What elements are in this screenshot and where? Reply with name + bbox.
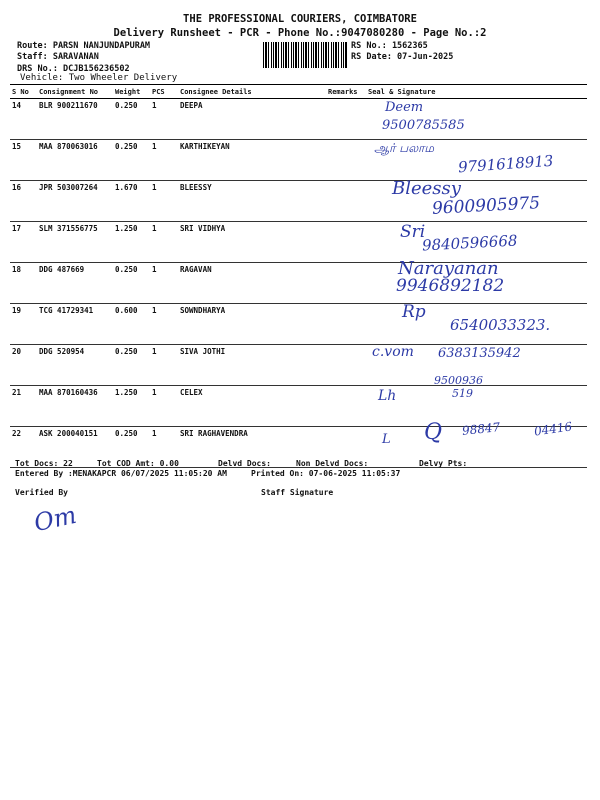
row-pcs: 1 <box>150 304 178 345</box>
row-sno: 16 <box>10 181 37 222</box>
row-consignee: BLEESSY <box>178 181 326 222</box>
rs-date: RS Date: 07-Jun-2025 <box>351 52 454 62</box>
row-consignee: DEEPA <box>178 99 326 140</box>
handwritten-signature: Rp <box>402 302 426 322</box>
row-remarks <box>326 304 366 345</box>
handwritten-signature: L <box>382 432 391 447</box>
row-weight: 0.250 <box>113 427 150 468</box>
row-pcs: 1 <box>150 263 178 304</box>
row-sno: 19 <box>10 304 37 345</box>
row-weight: 0.250 <box>113 99 150 140</box>
row-sno: 18 <box>10 263 37 304</box>
row-consignment: MAA 870160436 <box>37 386 113 427</box>
row-consignment: JPR 503007264 <box>37 181 113 222</box>
row-consignee: SRI RAGHAVENDRA <box>178 427 326 468</box>
handwritten-phone: 9791618913 <box>457 151 554 177</box>
row-weight: 0.250 <box>113 140 150 181</box>
non-delivered-docs: Non Delvd Docs: <box>296 459 369 468</box>
handwritten-signature: Q <box>424 420 443 445</box>
row-weight: 0.250 <box>113 263 150 304</box>
row-weight: 1.670 <box>113 181 150 222</box>
row-weight: 0.600 <box>113 304 150 345</box>
row-consignee: SOWNDHARYA <box>178 304 326 345</box>
row-weight: 1.250 <box>113 386 150 427</box>
row-sno: 20 <box>10 345 37 386</box>
row-remarks <box>326 345 366 386</box>
handwritten-signature: Deem <box>385 100 424 115</box>
col-pcs: PCS <box>150 85 178 99</box>
verified-by-label: Verified By <box>15 488 68 497</box>
drs-number: DRS No.: DCJB156236502 <box>17 64 130 74</box>
route-label: Route: PARSN NANJUNDAPURAM <box>17 41 151 51</box>
row-sno: 15 <box>10 140 37 181</box>
handwritten-phone: 519 <box>452 387 473 400</box>
handwritten-signature: Narayanan <box>398 258 499 279</box>
handwritten-phone: 6540033323. <box>450 316 551 334</box>
row-consignment: MAA 870063016 <box>37 140 113 181</box>
col-consignee: Consignee Details <box>178 85 326 99</box>
row-sno: 21 <box>10 386 37 427</box>
col-consignment: Consignment No <box>37 85 113 99</box>
vehicle-label: Vehicle: Two Wheeler Delivery <box>20 73 178 83</box>
row-consignment: BLR 900211670 <box>37 99 113 140</box>
table-row <box>10 99 587 140</box>
handwritten-phone: 9500785585 <box>382 118 465 133</box>
printed-on: Printed On: 07-06-2025 11:05:37 <box>251 469 401 478</box>
row-consignment: ASK 200040151 <box>37 427 113 468</box>
col-weight: Weight <box>113 85 150 99</box>
row-consignee: KARTHIKEYAN <box>178 140 326 181</box>
row-pcs: 1 <box>150 345 178 386</box>
staff-signature-label: Staff Signature <box>261 488 334 497</box>
row-pcs: 1 <box>150 181 178 222</box>
row-consignee: RAGAVAN <box>178 263 326 304</box>
handwritten-phone: 9500936 <box>434 374 483 387</box>
row-weight: 1.250 <box>113 222 150 263</box>
total-cod-amount: Tot COD Amt: 0.00 <box>97 459 179 468</box>
row-weight: 0.250 <box>113 345 150 386</box>
handwritten-signature: Sri <box>400 222 426 242</box>
row-remarks <box>326 222 366 263</box>
entered-by: Entered By :MENAKAPCR 06/07/2025 11:05:20 AM <box>15 469 227 478</box>
delivered-docs: Delvd Docs: <box>218 459 271 468</box>
handwritten-phone: 98847 <box>461 420 501 438</box>
handwritten-signature: Lh <box>378 388 397 404</box>
company-title: THE PROFESSIONAL COURIERS, COIMBATORE <box>183 13 417 25</box>
handwritten-signature: c.vom <box>372 344 414 360</box>
row-consignment: TCG 41729341 <box>37 304 113 345</box>
total-docs: Tot Docs: 22 <box>15 459 73 468</box>
runsheet-subtitle: Delivery Runsheet - PCR - Phone No.:9047080280 - Page No.:2 <box>113 27 487 39</box>
row-consignment: DDG 487669 <box>37 263 113 304</box>
handwritten-signature: Bleessy <box>392 178 461 199</box>
row-remarks <box>326 181 366 222</box>
handwritten-phone: 04416 <box>533 419 573 439</box>
delivery-points: Delvy Pts: <box>419 459 468 468</box>
rs-number: RS No.: 1562365 <box>351 41 428 51</box>
row-pcs: 1 <box>150 140 178 181</box>
row-consignee: SIVA JOTHI <box>178 345 326 386</box>
row-pcs: 1 <box>150 386 178 427</box>
row-consignee: CELEX <box>178 386 326 427</box>
table-row <box>10 386 587 427</box>
row-consignee: SRI VIDHYA <box>178 222 326 263</box>
row-remarks <box>326 140 366 181</box>
row-remarks <box>326 99 366 140</box>
handwritten-phone: 9600905975 <box>431 193 541 219</box>
barcode-image <box>263 42 347 68</box>
row-sno: 14 <box>10 99 37 140</box>
handwritten-phone: 6383135942 <box>438 346 521 361</box>
col-sno: S No <box>10 85 37 99</box>
row-pcs: 1 <box>150 427 178 468</box>
row-pcs: 1 <box>150 222 178 263</box>
row-sno: 17 <box>10 222 37 263</box>
row-pcs: 1 <box>150 99 178 140</box>
row-consignment: SLM 371556775 <box>37 222 113 263</box>
row-remarks <box>326 386 366 427</box>
handwritten-phone: 9840596668 <box>421 231 518 255</box>
verifier-signature: Om <box>31 500 79 538</box>
row-sno: 22 <box>10 427 37 468</box>
table-header-row <box>10 85 587 99</box>
staff-label: Staff: SARAVANAN <box>17 52 99 62</box>
col-seal: Seal & Signature <box>366 85 587 99</box>
row-remarks <box>326 263 366 304</box>
row-consignment: DDG 520954 <box>37 345 113 386</box>
handwritten-phone: 9946892182 <box>396 276 505 296</box>
handwritten-signature: ஆர் பலாம <box>374 141 435 155</box>
col-remarks: Remarks <box>326 85 366 99</box>
row-seal <box>366 386 587 427</box>
